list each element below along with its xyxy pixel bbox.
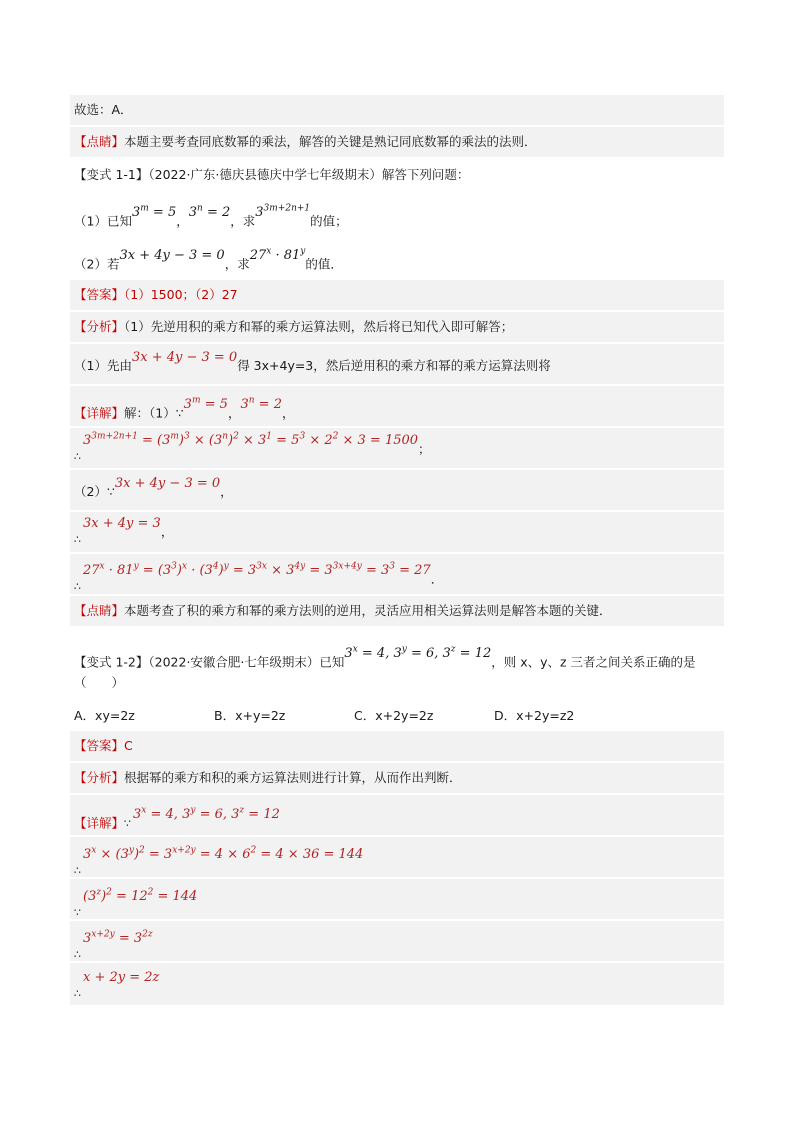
variant-label: 【变式 1-1】 bbox=[74, 167, 149, 182]
dianjing-tag: 【点睛】 bbox=[74, 603, 125, 618]
question-1 bbox=[70, 202, 724, 234]
math-expression: $3^m = 5$ bbox=[183, 396, 228, 413]
detail-text: （2）∵ bbox=[74, 484, 115, 499]
therefore-symbol: ∴ bbox=[74, 864, 81, 878]
answer-line bbox=[70, 280, 724, 310]
step-line: $\therefore 3^{3m+2n+1} = (3^m)^3 \times (3^n)^2 \times 3^1 = 5^3 \times 2^2 \times 3 = 1500$； bbox=[70, 428, 724, 468]
option-b[interactable]: B．x+y=2z bbox=[214, 708, 286, 723]
answer-paren bbox=[70, 672, 724, 694]
analysis-line bbox=[70, 312, 724, 342]
analysis-text: （1）先逆用积的乘方和幂的乘方运算法则，然后将已知代入即可解答； bbox=[124, 319, 514, 334]
because-symbol: ∵ bbox=[124, 817, 132, 831]
options-row bbox=[70, 704, 724, 728]
step-expression: $(3^z)^2 = 12^2 = 144$ bbox=[83, 888, 198, 905]
step-line bbox=[70, 963, 724, 1005]
variant-label: 【变式 1-2】 bbox=[74, 654, 149, 670]
dianjing-line bbox=[70, 596, 724, 626]
answer-text: C bbox=[124, 738, 133, 753]
dianjing-text: 本题考查了积的乘方和幂的乘方法则的逆用，灵活应用相关运算法则是解答本题的关键． bbox=[124, 603, 612, 618]
analysis-tag: 【分析】 bbox=[74, 770, 125, 785]
option-a[interactable]: A．xy=2z bbox=[74, 708, 135, 723]
step-expression: x + 2y = 2z bbox=[83, 970, 160, 985]
variant-source: （2022·广东·德庆县德庆中学七年级期末）解答下列问题： bbox=[148, 167, 470, 182]
therefore-symbol: ∴ bbox=[74, 580, 81, 594]
paren-blank: （ ） bbox=[74, 675, 125, 690]
math-expression: $3^n = 2$ bbox=[188, 204, 231, 221]
step-line bbox=[70, 837, 724, 877]
variant-1-2-title bbox=[70, 640, 724, 670]
because-symbol: ∵ bbox=[74, 906, 81, 920]
variant-source: （2022·安徽合肥·七年级期末）已知 bbox=[148, 654, 345, 670]
separator: ， bbox=[176, 213, 189, 229]
math-expression: $27^x \cdot 81^y$ bbox=[249, 247, 306, 264]
analysis-line-2 bbox=[70, 344, 724, 384]
answer-text: （1）1500；（2）27 bbox=[124, 287, 238, 302]
answer-line bbox=[70, 731, 724, 761]
math-expression: $3^m = 5$ bbox=[131, 204, 177, 221]
therefore-symbol: ∴ bbox=[74, 533, 81, 546]
step-line bbox=[70, 879, 724, 919]
detail-line bbox=[70, 795, 724, 835]
question-text: ，则 x、y、z 三者之间关系正确的是 bbox=[491, 654, 696, 670]
variant-1-1-title bbox=[70, 163, 724, 187]
step-line: $\therefore 27^x \cdot 81^y = (3^3)^x \cdot (3^4)^y = 3^{3x} \times 3^{4y} = 3^{3x+4y} = 3^3 = 27$． bbox=[70, 554, 724, 594]
part-2-line: （2）∵3x + 4y − 3 = 0， bbox=[70, 470, 724, 510]
detail-tag: 【详解】 bbox=[74, 815, 125, 831]
therefore-symbol: ∴ bbox=[74, 987, 81, 1000]
question-2-text: ，求 bbox=[224, 256, 250, 272]
analysis-text: 根据幂的乘方和积的乘方运算法则进行计算，从而作出判断． bbox=[124, 770, 462, 785]
detail-line: 【详解】解：$(1)\because 3^m = 5$，$3^n = 2$， bbox=[70, 386, 724, 426]
step-expression: $27^x \cdot 81^y = (3^3)^x \cdot (3^4)^y = 3^{3x} \times 3^{4y} = 3^{3x+4y} = 3^3 = 27$ bbox=[83, 562, 431, 579]
math-expression: 3x + 4y − 3 = 0 bbox=[131, 350, 238, 365]
math-expression: 3x + 4y − 3 = 0 bbox=[114, 476, 221, 491]
dianjing-tag: 【点睛】 bbox=[74, 134, 125, 149]
question-1-text: ，求 bbox=[230, 213, 256, 229]
math-expression: $3^{3m+2n+1}$ bbox=[255, 204, 311, 221]
math-expression: $3^n = 2$ bbox=[240, 396, 282, 413]
question-2 bbox=[70, 245, 724, 277]
analysis-tag: 【分析】 bbox=[74, 319, 125, 334]
math-expression: $3^x = 4$, $3^y = 6$, $3^z = 12$ bbox=[133, 806, 280, 823]
step-expression: $3^{3m+2n+1} = (3^m)^3 \times (3^n)^2 \times 3^1 = 5^3 \times 2^2 \times 3 = 1500$ bbox=[83, 432, 419, 449]
question-1-text: （1）已知 bbox=[74, 213, 132, 229]
analysis-text: 得 3x+4y=3，然后逆用积的乘方和幂的乘方运算法则将 bbox=[237, 358, 551, 373]
dianjing-line bbox=[70, 127, 724, 157]
answer-tag: 【答案】 bbox=[74, 287, 125, 302]
analysis-text: （1）先由 bbox=[74, 358, 132, 373]
dianjing-text: 本题主要考查同底数幂的乘法，解答的关键是熟记同底数幂的乘法的法则． bbox=[124, 134, 537, 149]
step-expression: 3x + 4y = 3 bbox=[83, 516, 161, 531]
therefore-symbol: ∴ bbox=[74, 450, 81, 464]
answer-tag: 【答案】 bbox=[74, 738, 125, 753]
conclusion-text: 故选：A． bbox=[74, 102, 133, 117]
step-line: ∴3x + 4y = 3， bbox=[70, 512, 724, 552]
detail-tag: 【详解】 bbox=[74, 405, 125, 421]
detail-text: 解：（1）∵ bbox=[124, 405, 184, 421]
step-expression: $3^x \times (3^y)^2 = 3^{x+2y} = 4 \times 6^2 = 4 \times 36 = 144$ bbox=[83, 846, 364, 863]
math-expression: 3x + 4y − 3 = 0 bbox=[119, 248, 225, 264]
question-1-text: 的值； bbox=[310, 213, 348, 229]
option-d[interactable]: D．x+2y=z2 bbox=[494, 708, 575, 723]
option-c[interactable]: C．x+2y=2z bbox=[354, 708, 434, 723]
math-expression: $3^x = 4$, $3^y = 6$, $3^z = 12$ bbox=[344, 645, 492, 662]
question-2-text: （2）若 bbox=[74, 256, 120, 272]
therefore-symbol: ∴ bbox=[74, 948, 81, 962]
step-expression: $3^{x+2y} = 3^{2z}$ bbox=[83, 930, 153, 947]
analysis-line bbox=[70, 763, 724, 793]
question-2-text: 的值． bbox=[305, 256, 343, 272]
conclusion-line bbox=[70, 95, 724, 125]
step-line bbox=[70, 921, 724, 961]
